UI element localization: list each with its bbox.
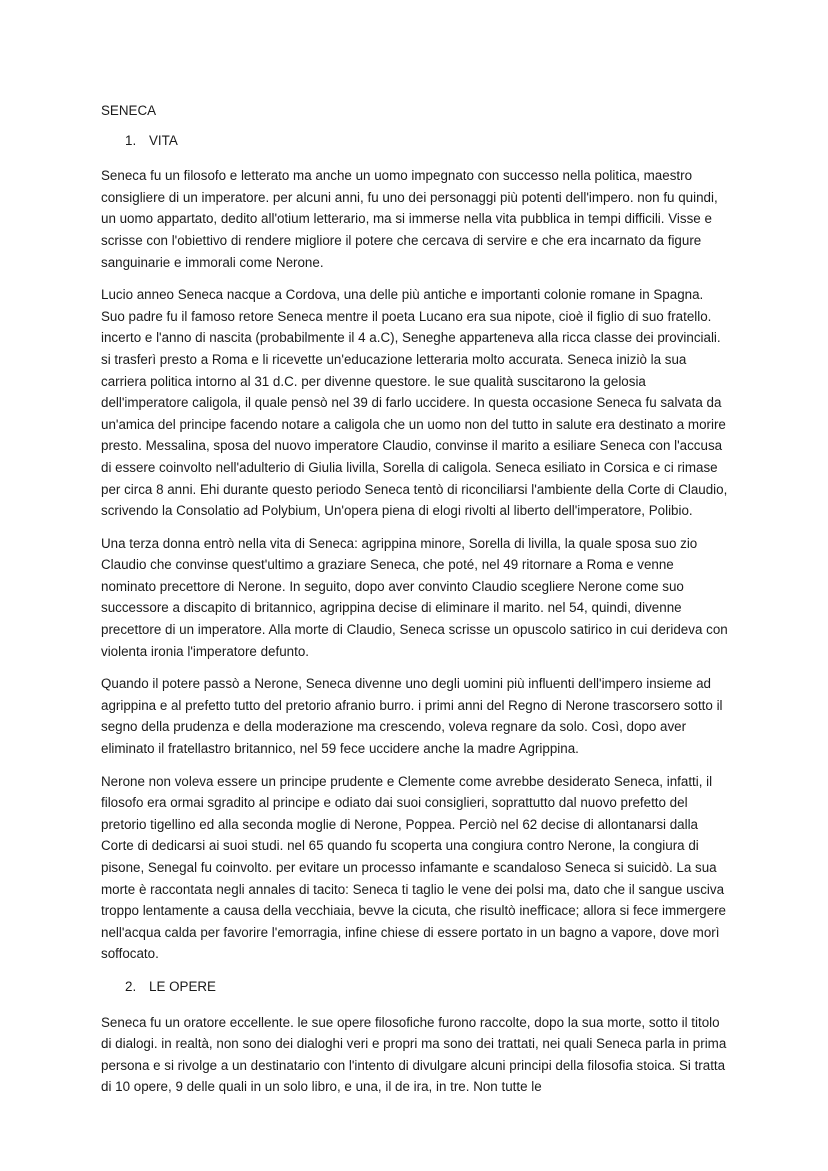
section-heading-text: VITA [149,132,178,148]
paragraph: Quando il potere passò a Nerone, Seneca divenne uno degli uomini più influenti dell'impero insieme ad agrippina e al prefetto tutto del pretorio afranio burro. i primi anni del Regno di Nerone trascorsero sotto il segno della prudenza e della moderazione ma crescendo, voleva regnare da solo. Così, dopo aver eliminato il fratellastro britannico, nel 59 fece uccidere anche la madre Agrippina. [101,676,723,757]
section-heading-opere [101,976,730,998]
paragraph: Una terza donna entrò nella vita di Seneca: agrippina minore, Sorella di livilla, la quale sposa suo zio Claudio che convinse quest'ultimo a graziare Seneca, che poté, nel 49 ritornare a Roma e venne nominato precettore di Nerone. In seguito, dopo aver convinto Claudio scegliere Nerone come suo successore a discapito di britannico, agrippina decise di eliminare il marito. nel 54, quindi, divenne precettore di un imperatore. Alla morte di Claudio, Seneca scrisse un opuscolo satirico in cui derideva con violenta ironia l'imperatore defunto. [101,535,728,659]
section-number: 1. [125,132,137,148]
section-heading-text: LE OPERE [149,978,216,994]
section-heading-vita [101,130,730,152]
paragraph: Nerone non voleva essere un principe prudente e Clemente come avrebbe desiderato Seneca, infatti, il filosofo era ormai sgradito al principe e odiato dai suoi consiglieri, soprattutto dal nuovo prefetto del pretorio tigellino ed alla seconda moglie di Nerone, Poppea. Perciò nel 62 decise di allontanarsi dalla Corte di dedicarsi ai suoi studi. nel 65 quando fu scoperta una congiura contro Nerone, la congiura di pisone, Senegal fu coinvolto. per evitare un processo infamante e scandaloso Seneca si suicidò. La sua morte è raccontata negli annales di tacito: Seneca ti taglio le vene dei polsi ma, dato che il sangue usciva troppo lentamente a causa della vecchiaia, bevve la cicuta, che risultò inefficace; allora si fece immergere nell'acqua calda per favorire l'emorragia, infine chiese di essere portato in un bagno a vapore, dove morì soffocato. [101,773,726,962]
paragraph: Seneca fu un oratore eccellente. le sue opere filosofiche furono raccolte, dopo la sua morte, sotto il titolo di dialogi. in realtà, non sono dei dialoghi veri e propri ma sono dei trattati, nei quali Seneca parla in prima persona e si rivolge a un destinatario con l'intento di divulgare alcuni principi della filosofia stoica. Si tratta di 10 opere, 9 delle quali in un solo libro, e una, il de ira, in tre. Non tutte le [101,1014,727,1095]
paragraph: Seneca fu un filosofo e letterato ma anche un uomo impegnato con successo nella politica, maestro consigliere di un imperatore. per alcuni anni, fu uno dei personaggi più potenti dell'impero. non fu quindi, un uomo appartato, dedito all'otium letterario, ma si immerse nella vita pubblica in tempi difficili. Visse e scrisse con l'obiettivo di rendere migliore il potere che cercava di servire e che era incarnato da figure sanguinarie e immorali come Nerone. [101,168,718,270]
paragraph: Lucio anneo Seneca nacque a Cordova, una delle più antiche e importanti colonie romane in Spagna. Suo padre fu il famoso retore Seneca mentre il poeta Lucano era sua nipote, cioè il figlio di suo fratello. incerto e l'anno di nascita (probabilmente il 4 a.C), Seneghe apparteneva alla ricca classe dei provinciali. si trasferì presto a Roma e li ricevette un'educazione letteraria molto accurata. Seneca iniziò la sua carriera politica intorno al 31 d.C. per divenne questore. le sue qualità suscitarono la gelosia dell'imperatore caligola, il quale pensò nel 39 di farlo uccidere. In questa occasione Seneca fu salvata da un'amica del principe facendo notare a caligola che un uomo non del tutto in salute era destinato a morire presto. Messalina, sposa del nuovo imperatore Claudio, convinse il marito a esiliare Seneca con l'accusa di essere coinvolto nell'adulterio di Giulia livilla, Sorella di caligola. Seneca esiliato in Corsica e ci rimase per circa 8 anni. Ehi durante questo periodo Seneca tentò di riconciliarsi l'ambiente della Corte di Claudio, scrivendo la Consolatio ad Polybium, Un'opera piena di elogi rivolti al liberto dell'imperatore, Polibio. [101,287,728,519]
document-title: SENECA [101,103,157,118]
section-number: 2. [125,978,137,994]
